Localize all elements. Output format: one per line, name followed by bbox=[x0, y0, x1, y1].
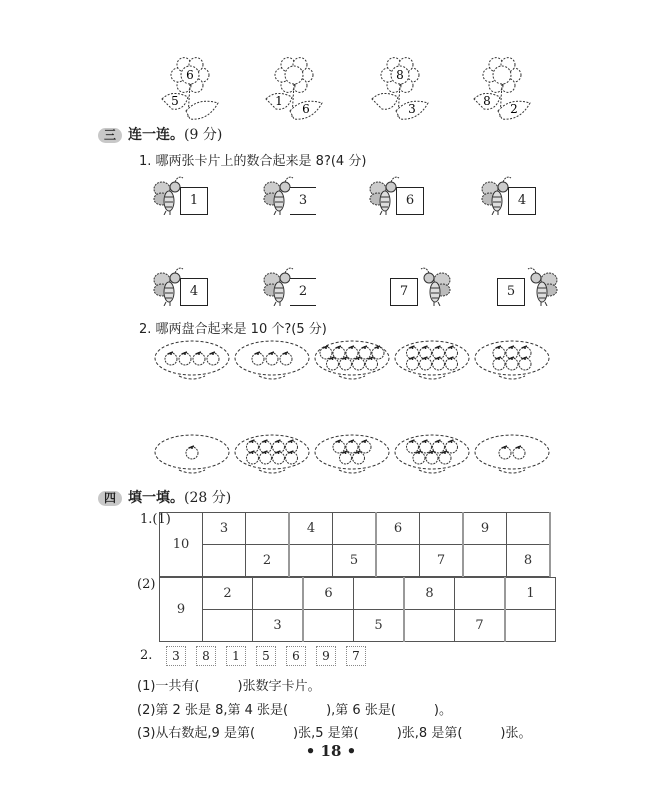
flower-number: 6 bbox=[302, 102, 310, 116]
number-card: 5 bbox=[497, 278, 525, 306]
flower bbox=[368, 55, 432, 123]
plate-of-apples[interactable] bbox=[313, 432, 391, 480]
sub-question-2: (2)第 2 张是 8,第 4 张是( ),第 6 张是( )。 bbox=[137, 703, 452, 718]
table-cell-bottom[interactable] bbox=[463, 545, 507, 577]
digit-card: 9 bbox=[316, 646, 336, 666]
flower bbox=[158, 55, 222, 123]
sub-question-3: (3)从右数起,9 是第( )张,5 是第( )张,8 是第( )张。 bbox=[137, 726, 532, 741]
plate-of-apples[interactable] bbox=[233, 338, 311, 386]
plate-of-apples[interactable] bbox=[153, 432, 231, 480]
plate-base bbox=[339, 470, 365, 473]
table-cell-bottom: 5 bbox=[354, 610, 405, 642]
table-cell-bottom: 5 bbox=[333, 545, 377, 577]
page-number: • 18 • bbox=[305, 742, 357, 760]
number-card: 6 bbox=[396, 187, 424, 215]
digit-card: 6 bbox=[286, 646, 306, 666]
table-cell-bottom[interactable] bbox=[505, 610, 556, 642]
table-cell-top: 2 bbox=[203, 578, 253, 610]
number-card: 3 bbox=[290, 187, 316, 215]
question-4-1-label: 1.(1) bbox=[140, 512, 171, 527]
plate-base bbox=[179, 376, 205, 379]
leaf-left bbox=[372, 93, 398, 109]
flower-center bbox=[285, 66, 303, 84]
table-cell-bottom[interactable] bbox=[203, 545, 246, 577]
flower bbox=[262, 55, 326, 123]
sub-question-1: (1)一共有( )张数字卡片。 bbox=[137, 679, 321, 694]
flower-number: 8 bbox=[396, 68, 404, 82]
flower-number: 5 bbox=[171, 94, 179, 108]
plate-of-apples[interactable] bbox=[473, 338, 551, 386]
table-cell-bottom[interactable] bbox=[376, 545, 420, 577]
flower bbox=[470, 55, 534, 123]
bee-card[interactable] bbox=[152, 175, 222, 219]
digit-card: 3 bbox=[166, 646, 186, 666]
table-1-label: (1) bbox=[152, 512, 171, 527]
table-cell-top: 4 bbox=[289, 513, 333, 545]
number-card: 1 bbox=[180, 187, 208, 215]
flower-number: 3 bbox=[408, 102, 416, 116]
bee-card[interactable] bbox=[262, 266, 332, 310]
bee-card[interactable] bbox=[368, 175, 438, 219]
table-cell-bottom: 7 bbox=[420, 545, 464, 577]
bee-card[interactable] bbox=[495, 266, 565, 310]
table-cell-top[interactable] bbox=[253, 578, 304, 610]
leaf-right bbox=[186, 101, 218, 119]
number-card: 4 bbox=[180, 278, 208, 306]
plate-base bbox=[419, 376, 445, 379]
plate-of-apples[interactable] bbox=[313, 338, 391, 386]
table-cell-top: 8 bbox=[404, 578, 455, 610]
table-cell-top[interactable] bbox=[354, 578, 405, 610]
table-cell-top[interactable] bbox=[420, 513, 464, 545]
plate-of-apples[interactable] bbox=[153, 338, 231, 386]
flower-number: 1 bbox=[275, 94, 283, 108]
plate-base bbox=[499, 470, 525, 473]
question-4-2-label: 2. bbox=[140, 648, 153, 663]
digit-cards bbox=[166, 645, 376, 666]
plate-base bbox=[339, 376, 365, 379]
section-4-badge: 四 bbox=[98, 491, 122, 506]
plate-of-apples[interactable] bbox=[393, 432, 471, 480]
digit-card: 1 bbox=[226, 646, 246, 666]
table-2-label: (2) bbox=[137, 577, 156, 592]
table-cell-top: 6 bbox=[303, 578, 354, 610]
plate-base bbox=[499, 376, 525, 379]
table-cell-bottom: 3 bbox=[253, 610, 304, 642]
bee-card[interactable] bbox=[262, 175, 332, 219]
number-card: 2 bbox=[290, 278, 316, 306]
flower-number: 6 bbox=[186, 68, 194, 82]
section-3-title: 连一连。 bbox=[128, 127, 184, 143]
table-cell-bottom[interactable] bbox=[303, 610, 354, 642]
table-cell-top: 9 bbox=[463, 513, 507, 545]
table-cell-bottom: 2 bbox=[246, 545, 290, 577]
table-cell-bottom: 7 bbox=[455, 610, 506, 642]
question-3-1: 1. 哪两张卡片上的数合起来是 8?(4 分) bbox=[139, 154, 367, 169]
bee-card[interactable] bbox=[480, 175, 550, 219]
digit-card: 5 bbox=[256, 646, 276, 666]
section-4-header bbox=[98, 487, 231, 507]
number-card: 4 bbox=[508, 187, 536, 215]
table-cell-top: 3 bbox=[203, 513, 246, 545]
section-4-points: (28 分) bbox=[184, 490, 232, 506]
digit-card: 7 bbox=[346, 646, 366, 666]
plate bbox=[235, 435, 309, 469]
total-cell: 9 bbox=[160, 578, 203, 642]
table-cell-top: 1 bbox=[505, 578, 556, 610]
plate-base bbox=[419, 470, 445, 473]
table-cell-top[interactable] bbox=[455, 578, 506, 610]
section-3-badge: 三 bbox=[98, 128, 122, 143]
table-cell-bottom[interactable] bbox=[203, 610, 253, 642]
plate-base bbox=[179, 470, 205, 473]
bee-icon bbox=[525, 266, 559, 306]
question-3-2: 2. 哪两盘合起来是 10 个?(5 分) bbox=[139, 322, 327, 337]
number-card: 7 bbox=[390, 278, 418, 306]
plate-of-apples[interactable] bbox=[393, 338, 471, 386]
section-3-points: (9 分) bbox=[184, 127, 223, 143]
digit-card: 8 bbox=[196, 646, 216, 666]
bee-card[interactable] bbox=[152, 266, 222, 310]
section-3-header bbox=[98, 124, 222, 144]
table-cell-top[interactable] bbox=[333, 513, 377, 545]
table-cell-top: 6 bbox=[376, 513, 420, 545]
plate bbox=[395, 341, 469, 375]
flower-number: 8 bbox=[483, 94, 491, 108]
split-table-1 bbox=[159, 512, 551, 577]
plate-of-apples[interactable] bbox=[473, 432, 551, 480]
flower-center bbox=[493, 66, 511, 84]
flower-number: 2 bbox=[510, 102, 518, 116]
split-table-2 bbox=[159, 577, 556, 642]
table-cell-bottom[interactable] bbox=[404, 610, 455, 642]
plate-of-apples[interactable] bbox=[233, 432, 311, 480]
plate-base bbox=[259, 470, 285, 473]
plate bbox=[475, 435, 549, 469]
table-cell-bottom: 8 bbox=[507, 545, 551, 577]
bee-card[interactable] bbox=[388, 266, 458, 310]
table-cell-bottom[interactable] bbox=[289, 545, 333, 577]
plate-base bbox=[259, 376, 285, 379]
table-cell-top[interactable] bbox=[507, 513, 551, 545]
total-cell: 10 bbox=[160, 513, 203, 577]
bee-icon bbox=[418, 266, 452, 306]
table-cell-top[interactable] bbox=[246, 513, 290, 545]
section-4-title: 填一填。 bbox=[128, 490, 184, 506]
